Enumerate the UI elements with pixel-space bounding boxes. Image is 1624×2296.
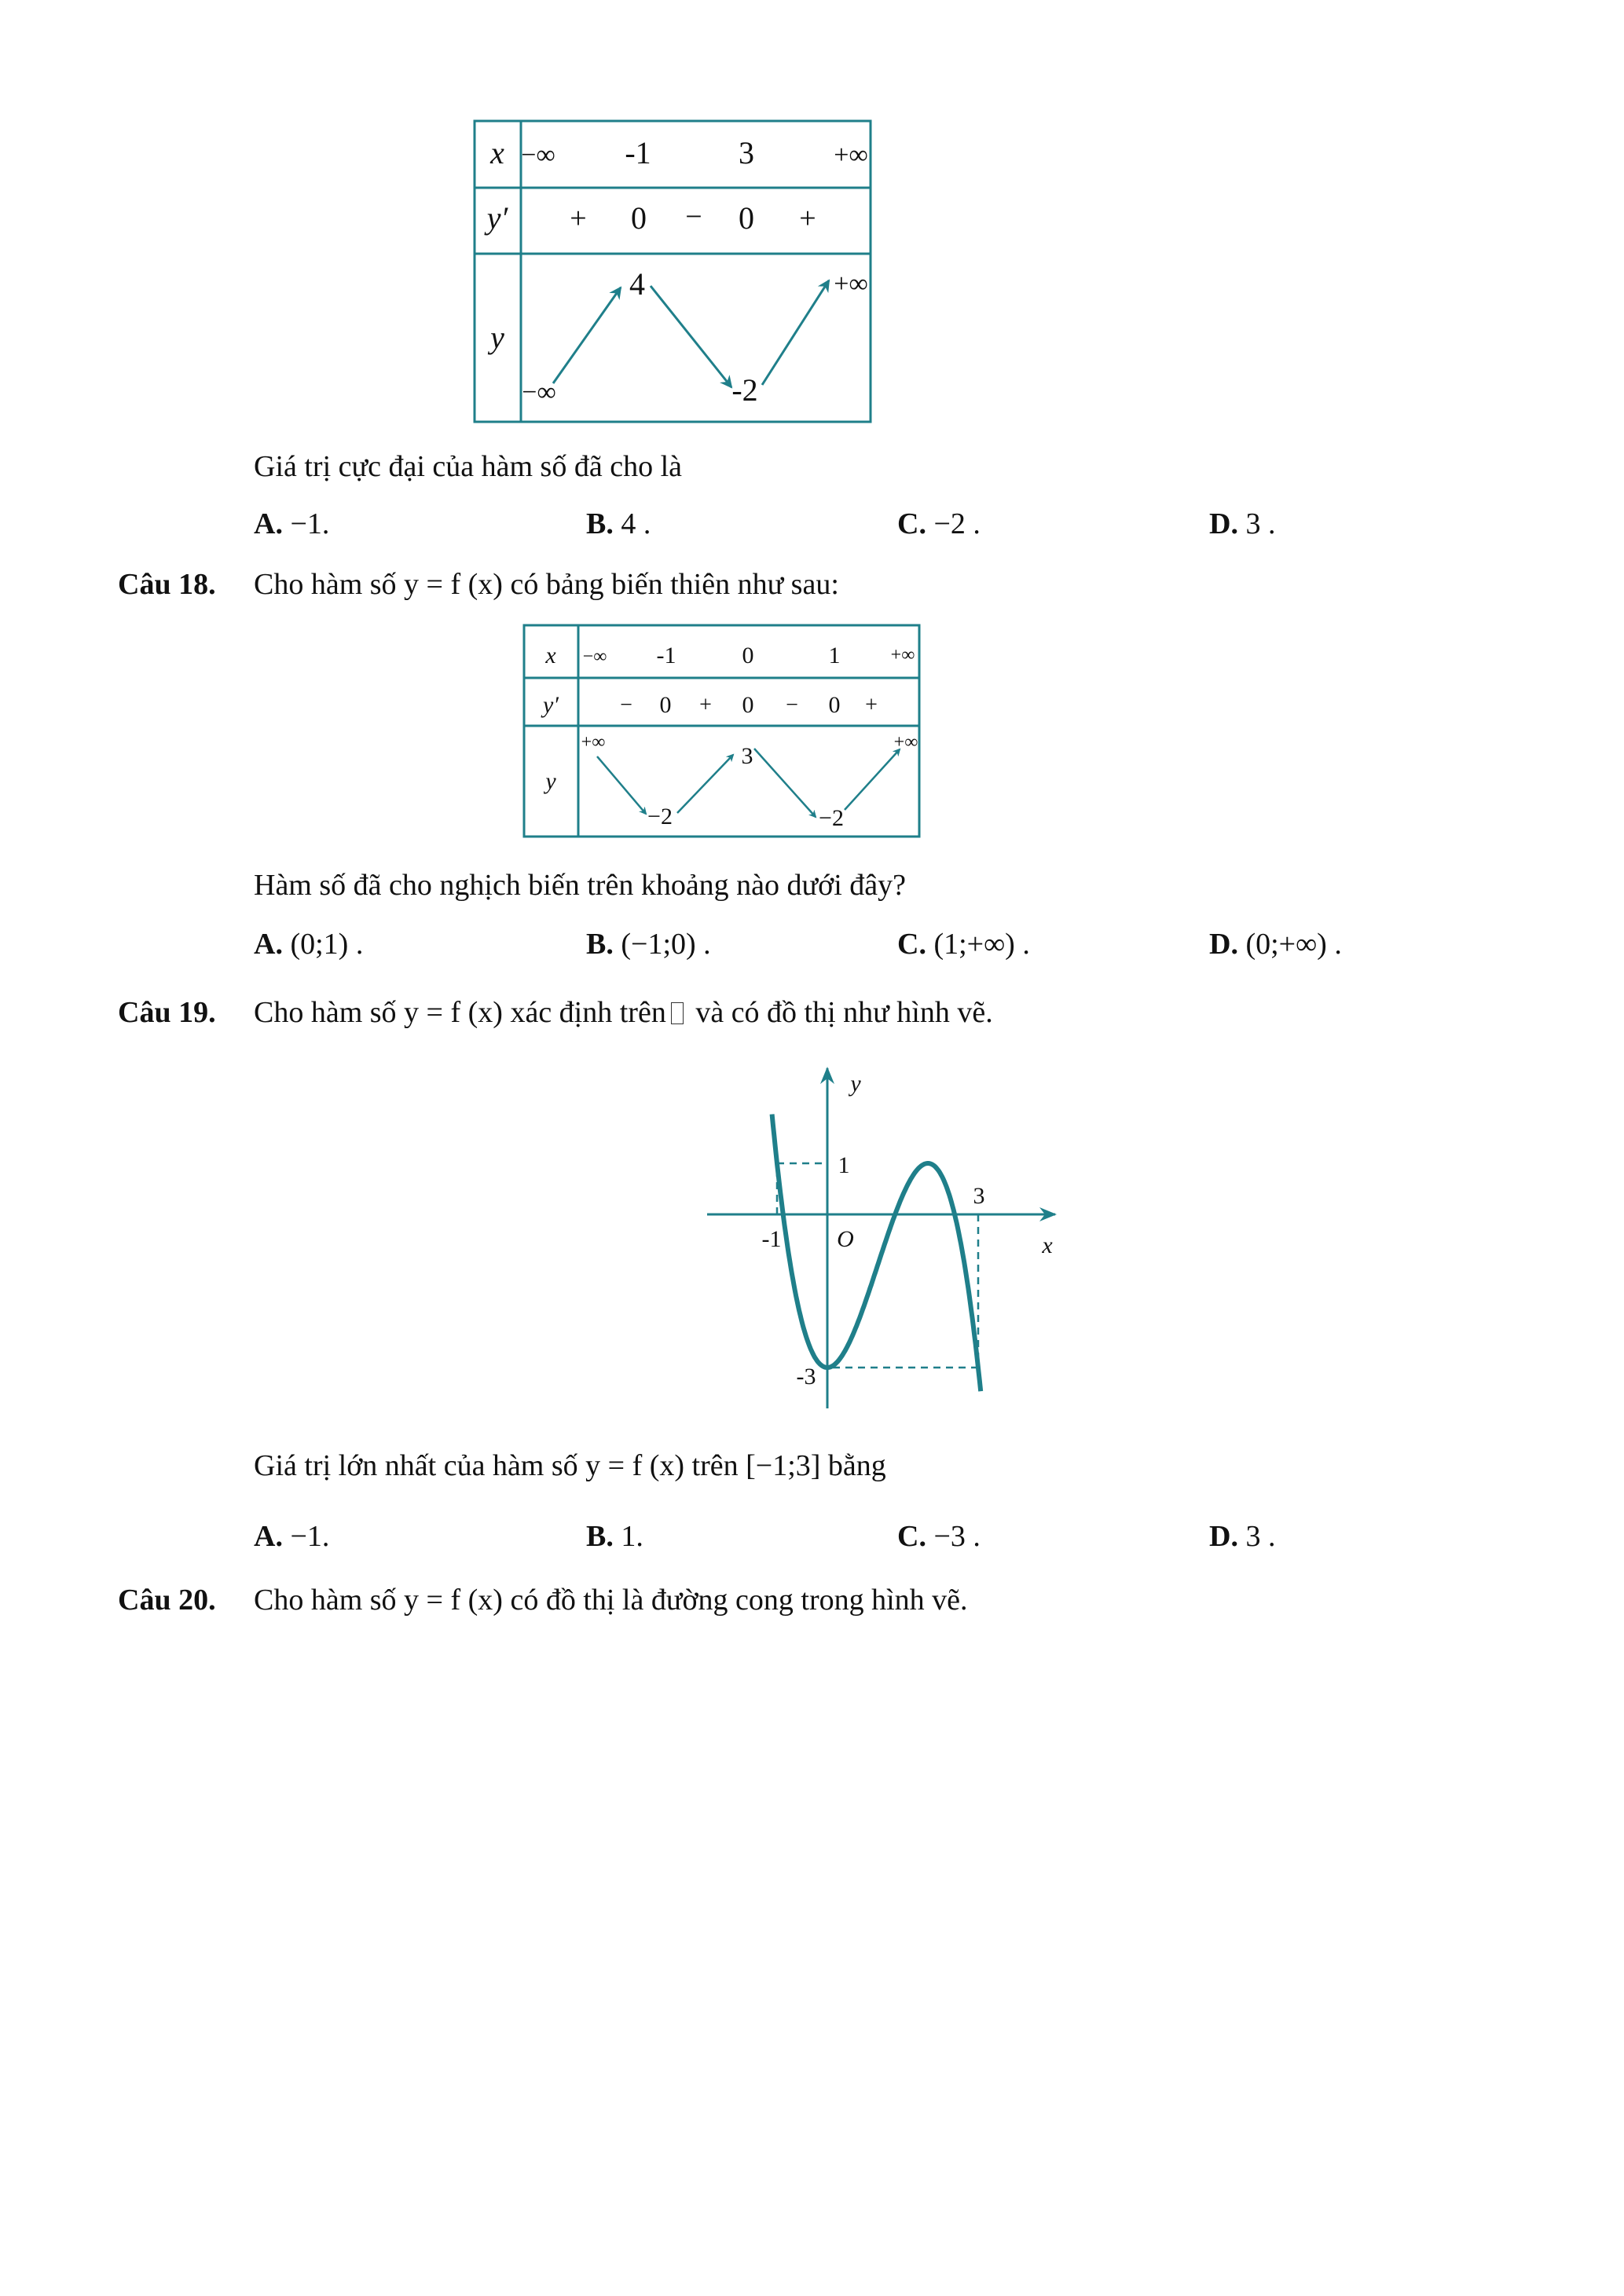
answer-text: (1;+∞) . [933,928,1030,961]
y-value: +∞ [834,269,868,298]
row-label-y: y [490,320,504,355]
answer-letter: B. [586,928,614,961]
x-value: +∞ [834,141,868,170]
answer-letter: B. [586,507,614,540]
q19-question: Giá trị lớn nhất của hàm số y = f (x) trên [−1;3] bằng [254,1449,886,1482]
y-axis-label: y [850,1071,861,1097]
answer-text: −1. [290,1520,330,1553]
y-value: 3 [741,743,753,769]
answer-text: −2 . [933,507,981,540]
q19-answer-d[interactable] [1209,1519,1275,1554]
answer-text: (−1;0) . [621,928,711,961]
row-label-y: y [545,768,556,794]
answer-text: 1. [621,1520,643,1553]
function-curve [772,1115,981,1392]
answer-text: −3 . [933,1520,981,1553]
y-value: -2 [731,372,758,408]
y-value: +∞ [581,732,606,753]
x-value: 3 [739,135,754,170]
yprime-sign: − [685,200,702,233]
yprime-sign: + [570,202,587,235]
x-value: −∞ [521,141,555,170]
answer-letter: B. [586,1520,614,1553]
y-value: −∞ [522,378,556,407]
y-value: −2 [819,805,844,831]
q19-answer-a[interactable] [254,1519,329,1554]
row-label-yprime: y′ [543,692,559,718]
yprime-value: 0 [828,692,841,718]
answer-text: 3 . [1245,1520,1276,1553]
y-value: 4 [629,266,645,302]
yprime-value: 0 [742,692,754,718]
q19-intro-start: Cho hàm số y = f (x) xác định trên [254,996,666,1029]
answer-letter: C. [897,928,926,961]
x-axis-label: x [1042,1232,1053,1258]
q19-label: Câu 19. [118,996,216,1029]
x-value: -1 [625,135,651,170]
x-value: 0 [742,643,754,668]
x-tick-label: 3 [973,1183,985,1209]
answer-letter: D. [1209,1520,1238,1553]
yprime-sign: − [786,693,798,717]
origin-label: O [837,1226,854,1252]
answer-letter: D. [1209,507,1238,540]
row-label-x: x [490,135,504,170]
answer-letter: C. [897,1520,926,1553]
y-value: −2 [647,804,673,829]
y-tick-label: -3 [796,1364,816,1390]
q20-label: Câu 20. [118,1584,216,1617]
answer-text: 4 . [621,507,651,540]
yprime-value: 0 [739,200,754,236]
yprime-value: 0 [631,200,647,236]
answer-text: (0;+∞) . [1245,928,1342,961]
x-value: +∞ [890,645,915,665]
q19-answer-c[interactable] [897,1519,981,1554]
row-label-yprime: y′ [486,200,508,236]
yprime-sign: + [865,693,878,717]
yprime-value: 0 [659,692,672,718]
answer-letter: C. [897,507,926,540]
x-tick-label: -1 [761,1226,782,1252]
x-value: 1 [828,643,841,668]
answer-text: (0;1) . [290,928,364,961]
q18-label: Câu 18. [118,568,216,601]
y-tick-label: 1 [838,1152,850,1178]
y-value: +∞ [893,732,918,753]
answer-letter: A. [254,507,283,540]
q18-intro: Cho hàm số y = f (x) có bảng biến thiên như sau: [254,568,839,601]
yprime-sign: + [799,202,816,235]
row-label-x: x [545,643,556,668]
x-value: -1 [656,643,676,668]
answer-letter: A. [254,928,283,961]
q18-question: Hàm số đã cho nghịch biến trên khoảng nào dưới đây? [254,869,907,902]
q19-intro-end: và có đồ thị như hình vẽ. [695,996,993,1029]
answer-letter: A. [254,1520,283,1553]
answer-text: 3 . [1245,507,1276,540]
yprime-sign: − [620,693,632,717]
yprime-sign: + [699,693,712,717]
q17-question: Giá trị cực đại của hàm số đã cho là [254,450,682,483]
answer-letter: D. [1209,928,1238,961]
q19-answer-b[interactable] [586,1519,643,1554]
answer-text: −1. [290,507,330,540]
q20-intro: Cho hàm số y = f (x) có đồ thị là đường cong trong hình vẽ. [254,1584,968,1617]
x-value: −∞ [582,646,607,667]
